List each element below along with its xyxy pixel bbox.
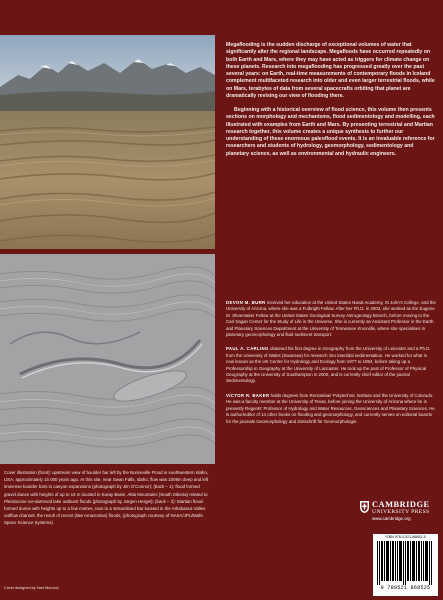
bio-devon-burr	[226, 300, 436, 338]
bio-text: obtained his first degree in Geography from the University of Leicester and a Ph.D. from the University of Wales (Swansea) for research into intertidal sedimentation. He worked for what is now known as the UK Centre for Hydrology and Ecology from 1977 to 1994, before taking up a Professorship in Geography at the University of Lancaster. He took up the post of Professor of Physical Geography at the University of Southampton in 2000, and is currently chief editor of the journal Sedimentology.	[226, 346, 431, 384]
isbn-label: ISBN 978-0-521-86852-5	[385, 535, 426, 539]
bio-name: DEVON M. BURR	[226, 300, 266, 305]
bio-text: holds degrees from Rensselaer Polytechnic Institute and the University of Colorado. He was a faculty member at the University of Texas, before joining the University of Arizona where he is presently Regents' Professor of Hydrology and Water Resources, Geosciences and Planetary Sciences. He is author/editor of 14 other books on flooding and geomorphology, and currently serves on editorial boards for the journals Geomorphology and Zeitschrift für Geomorphologie.	[226, 392, 435, 424]
bio-paul-carling	[226, 346, 436, 384]
martian-dunes-photo	[0, 254, 215, 464]
publisher-subtitle: UNIVERSITY PRESS	[372, 509, 430, 515]
bio-name: VICTOR R. BAKER	[226, 392, 270, 398]
editor-biographies	[226, 300, 436, 433]
bio-victor-baker	[226, 393, 436, 425]
description-paragraph-1: Megaflooding is the sudden discharge of exceptional volumes of water that significantly alter the regional landscape. Megafloods have occurred repeatedly on both Earth and Mars, where they may have acted as triggers for climate change on these planets. Research into megaflooding has progressed greatly over the past several years: on Earth, real-time measurements of contemporary floods in Iceland complement multifaceted research into older and even larger terrestrial floods, while on Mars, terabytes of data from several spacecrafts orbiting that planet are dramatically revising our view of flooding there.	[226, 42, 435, 99]
bio-name: PAUL A. CARLING	[226, 346, 269, 352]
isbn-barcode	[373, 534, 438, 596]
cover-designer-credit: Cover designed by Hart McLeod	[4, 586, 59, 590]
book-description	[226, 42, 436, 165]
cambridge-crest-icon	[360, 501, 369, 513]
publisher-name: CAMBRIDGE	[372, 500, 430, 509]
publisher-url: www.cambridge.org	[372, 516, 411, 521]
publisher-logo	[372, 500, 430, 522]
bio-text: received her education at the United States Naval Academy, St John's College, and the University of Arizona, where she was a Fulbright Fellow. After her Ph.D. in 2003, she worked as the Eugene M. Shoemaker Fellow at the United States Geological Survey Astrogeology Branch, before moving to the Carl Sagan Center for the Study of Life in the Universe. She is currently an Assistant Professor in the Earth and Planetary Sciences Department at the University of Tennessee Knoxville, where she specialises in planetary geomorphology and fluid sediment transport.	[226, 300, 436, 338]
barcode-icon	[377, 541, 434, 585]
gravel-dunes-illustration	[0, 35, 215, 249]
gravel-dunes-photo	[0, 35, 215, 249]
description-paragraph-2: Beginning with a historical overview of flood science, this volume then presents sections on morphology and mechanisms, flood sedimentology and modelling, each illustrated with examples from Earth and Mars. By presenting terrestrial and Martian research together, this volume creates a unique synthesis to further our understanding of these enormous paleoflood events. It is an invaluable reference for researchers and students of hydrology, geomorphology, sedimentology and planetary science, as well as environmental and hydraulic engineers.	[226, 107, 435, 157]
isbn-digits: 9 780521 868525	[380, 585, 431, 591]
martian-dunes-illustration	[0, 254, 215, 464]
cover-illustration-captions: Cover illustration (front): upstream view of boulder bar left by the Bonneville Flood in southwestern Idaho, USA, approximately 15 000 years ago. At this site, near Swan Falls, Idaho, flow was 1009m deep and left immense boulder bars in canyon expansions (photograph by Jim O'Connor); (back – 1): flood formed gravel dunes with heights of up to 16 m located in Kuray Basin, Altai Mountains (South Siberia) related to Pleistocene ice-dammed lake outburst floods (photograph by Jürgen Herget); (back – 2): Martian flood-formed dunes with heights up to a few metres, next to a streamlined bar located in the Athabasca Valles outflow channel, the result of recent (late Amazonian) floods, (photograph courtesy of NASA/JPL/Malin Space Science Systems).	[4, 470, 209, 526]
